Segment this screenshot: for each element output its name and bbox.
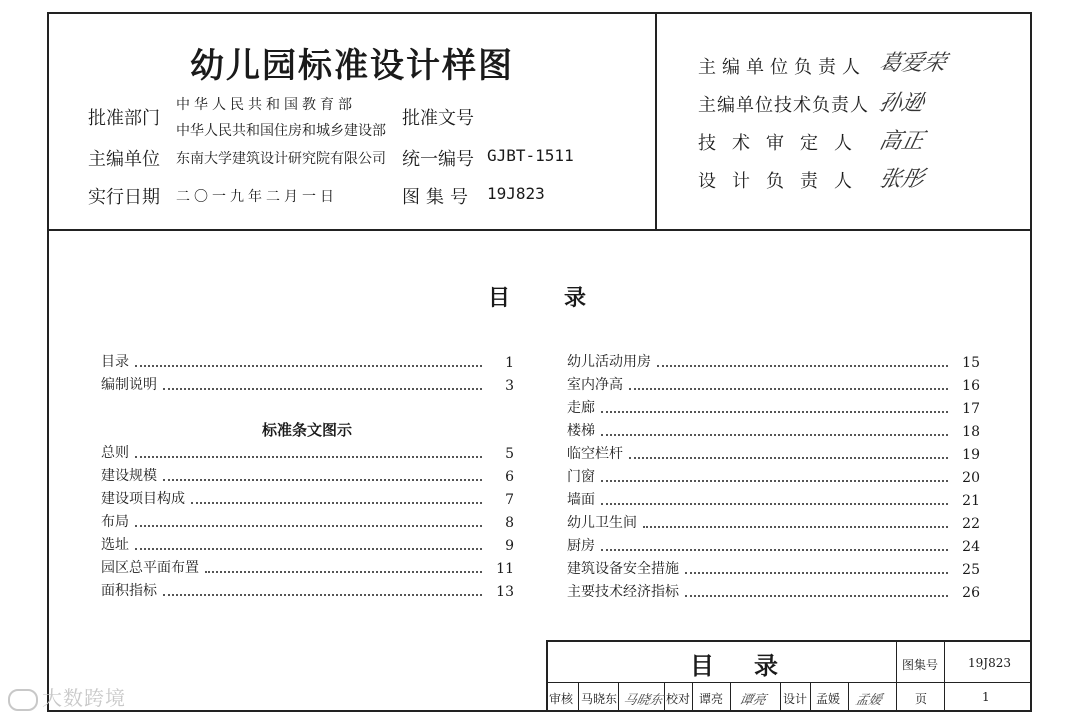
signature-reviewer: 高正 [876,129,927,154]
toc-entry[interactable]: 主要技术经济指标 26 [567,584,980,601]
atlas-no-label: 图集号 [402,187,474,208]
title-block-design-signature: 孟媛 [853,693,884,708]
toc-entry[interactable]: 布局 8 [101,514,514,531]
signature-label-tech-head: 主编单位技术负责人 [698,95,869,116]
toc-entry[interactable]: 选址 9 [101,537,514,554]
toc-entry[interactable]: 墙面 21 [567,492,980,509]
unified-no-value: GJBT-1511 [487,146,574,165]
title-block-check-label: 校对 [666,692,691,706]
title-block-vline [944,640,945,712]
title-block-design-name: 孟媛 [816,692,841,706]
title-block-review-signature: 马晓东 [621,693,665,708]
toc-entry[interactable]: 园区总平面布置 11 [101,560,514,577]
atlas-no-value: 19J823 [487,184,545,203]
toc-entry[interactable]: 幼儿卫生间 22 [567,515,980,532]
title-block-vline [780,682,781,712]
title-block-review-label: 审核 [549,692,574,706]
toc-entry[interactable]: 编制说明 3 [101,377,514,394]
toc-entry[interactable]: 建筑设备安全措施 25 [567,561,980,578]
approval-dept-line1: 中华人民共和国教育部 [176,97,356,113]
toc-entry[interactable]: 走廊 17 [567,400,980,417]
signature-tech-head: 孙逊 [876,91,927,116]
title-block-drawing-title: 目 录 [690,652,778,680]
signature-label-chief-editor: 主编单位负责人 [698,57,866,78]
signature-label-reviewer: 技术审定人 [698,133,868,154]
title-block-atlas-value: 19J823 [968,656,1011,670]
title-block-vline [810,682,811,712]
title-block-design-label: 设计 [783,692,808,706]
effective-date-label: 实行日期 [88,187,160,208]
title-block-check-signature: 谭亮 [737,693,768,708]
header-divider [47,229,1032,231]
document-title: 幼儿园标准设计样图 [190,46,514,86]
signature-label-design-head: 设计负责人 [698,171,868,192]
title-block-check-name: 谭亮 [699,692,724,706]
toc-entry[interactable]: 厨房 24 [567,538,980,555]
approval-dept-label: 批准部门 [88,108,160,129]
signature-chief-editor: 葛爱荣 [876,51,949,76]
watermark: 大数跨境 [8,682,126,711]
approval-doc-label: 批准文号 [402,108,474,129]
toc-entry[interactable]: 建设规模 6 [101,468,514,485]
editor-unit-label: 主编单位 [88,149,160,170]
toc-entry[interactable]: 建设项目构成 7 [101,491,514,508]
title-block-vline [618,682,619,712]
title-block-page-label: 页 [915,692,928,706]
editor-unit-value: 东南大学建筑设计研究院有限公司 [176,151,386,167]
toc-entry[interactable]: 幼儿活动用房 15 [567,354,980,371]
title-block-vline [664,682,665,712]
toc-entry[interactable]: 目录 1 [101,354,514,371]
title-block-vline [896,640,897,712]
toc-entry[interactable]: 楼梯 18 [567,423,980,440]
title-block-vline [692,682,693,712]
title-block-review-name: 马晓东 [581,692,618,706]
title-block-page-value: 1 [982,690,990,704]
title-block-vline [578,682,579,712]
toc-entry[interactable]: 总则 5 [101,445,514,462]
toc-section-heading: 标准条文图示 [262,421,353,439]
title-block-atlas-label: 图集号 [902,658,939,672]
toc-title-part2: 录 [564,286,587,311]
title-block-vline [730,682,731,712]
toc-entry[interactable]: 门窗 20 [567,469,980,486]
toc-entry[interactable]: 面积指标 13 [101,583,514,600]
approval-dept-line2: 中华人民共和国住房和城乡建设部 [176,123,386,139]
toc-entry[interactable]: 临空栏杆 19 [567,446,980,463]
toc-title-part1: 目 [488,286,511,311]
toc-entry[interactable]: 室内净高 16 [567,377,980,394]
title-block-vline [848,682,849,712]
unified-no-label: 统一编号 [402,149,474,170]
toc-title [488,281,586,312]
effective-date-value: 二〇一九年二月一日 [176,189,338,205]
watermark-logo-icon [8,689,38,711]
signature-design-head: 张彤 [876,167,927,192]
